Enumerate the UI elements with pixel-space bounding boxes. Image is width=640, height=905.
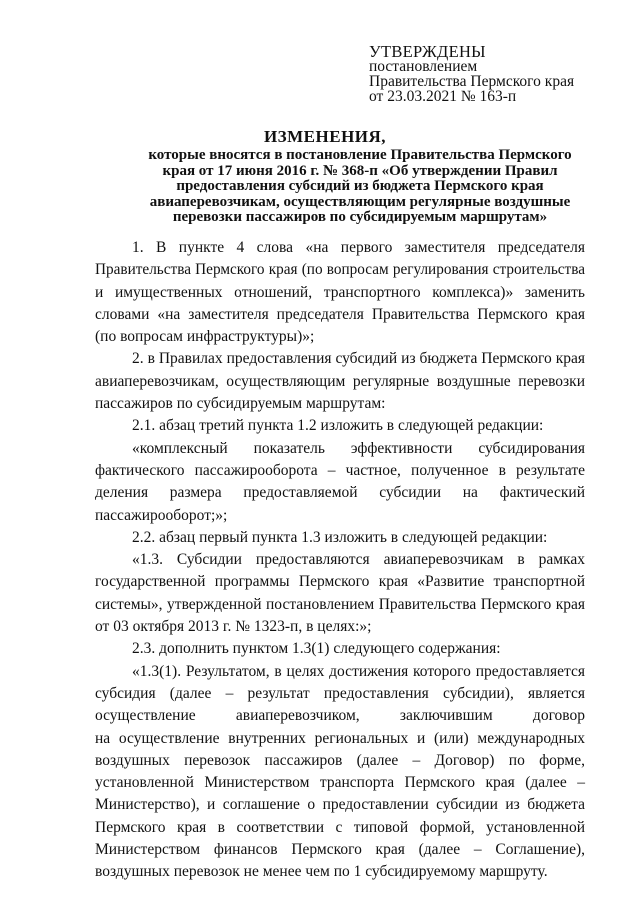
body-line: субсидия (далее – результат предоставления субсидии), является: [95, 684, 585, 702]
body-line: осуществление авиаперевозчиком, заключившим договор: [95, 707, 585, 725]
document-subtitle: [130, 148, 590, 226]
body-line: «комплексный показатель эффективности субсидирования: [132, 439, 585, 457]
approval-title: УТВЕРЖДЕНЫ: [369, 42, 486, 61]
body-line: Министерством финансов Пермского края (далее – Соглашение),: [95, 841, 585, 859]
body-line: фактического пассажирооборота – частное, полученное в результате: [95, 461, 585, 479]
body-line: от 03 октября 2013 г. № 1323-п, в целях:»;: [95, 618, 372, 636]
body-line: авиаперевозчикам, осуществляющим регулярные воздушные перевозки: [95, 372, 585, 390]
document-body: [95, 237, 585, 884]
body-line: 1. В пункте 4 слова «на первого заместителя председателя: [132, 239, 585, 256]
approval-line-2: Правительства Пермского края: [369, 73, 575, 90]
body-line: словами «на заместителя председателя Правительства Пермского края: [95, 305, 585, 323]
body-line: Министерство), и соглашение о предоставлении субсидии из бюджета: [95, 796, 585, 814]
body-line: воздушных перевозок пассажиров (далее – Договор) по форме,: [95, 751, 585, 769]
body-line: на осуществление внутренних региональных и (или) международных: [95, 729, 585, 747]
approval-line-3: от 23.03.2021 № 163-п: [369, 88, 517, 105]
subtitle-line: авиаперевозчикам, осуществляющим регулярные воздушные: [149, 193, 571, 210]
body-line: Правительства Пермского края (по вопросам регулирования строительства: [95, 261, 585, 279]
body-line: воздушных перевозок не менее чем по 1 субсидируемому маршруту.: [95, 863, 548, 881]
body-line: установленной Министерством транспорта Пермского края (далее –: [95, 774, 585, 792]
subtitle-line: которые вносятся в постановление Правительства Пермского: [148, 147, 572, 163]
body-line: 2.1. абзац третий пункта 1.2 изложить в следующей редакции:: [132, 417, 544, 435]
body-line: пассажиров по субсидируемым маршрутам:: [95, 395, 386, 413]
body-line: «1.3. Субсидии предоставляются авиаперевозчикам в рамках: [132, 551, 585, 569]
body-line: пассажирооборот;»;: [95, 506, 228, 524]
body-line: «1.3(1). Результатом, в целях достижения которого предоставляется: [132, 662, 585, 680]
body-line: государственной программы Пермского края «Развитие транспортной: [95, 573, 585, 591]
body-line: системы», утвержденной постановлением Правительства Пермского края: [95, 595, 585, 613]
body-line: (по вопросам инфраструктуры)»;: [95, 328, 315, 346]
document-title: ИЗМЕНЕНИЯ,: [263, 127, 387, 146]
body-line: 2.2. абзац первый пункта 1.3 изложить в следующей редакции:: [132, 528, 548, 546]
approval-stamp: [369, 44, 619, 104]
subtitle-line: перевозки пассажиров по субсидируемым маршрутам»: [172, 209, 548, 225]
body-line: Пермского края в соответствии с типовой формой, установленной: [95, 818, 585, 836]
body-line: деления размера предоставляемой субсидии на фактический: [95, 484, 585, 502]
body-line: 2.3. дополнить пунктом 1.3(1) следующего содержания:: [132, 640, 501, 658]
subtitle-line: края от 17 июня 2016 г. № 368-п «Об утверждении Правил: [162, 162, 558, 179]
approval-line-1: постановлением: [369, 58, 478, 75]
body-line: и имущественных отношений, транспортного комплекса)» заменить: [95, 283, 585, 301]
subtitle-line: предоставления субсидий из бюджета Пермского края: [176, 178, 544, 194]
body-line: 2. в Правилах предоставления субсидий из бюджета Пермского края: [132, 350, 585, 368]
